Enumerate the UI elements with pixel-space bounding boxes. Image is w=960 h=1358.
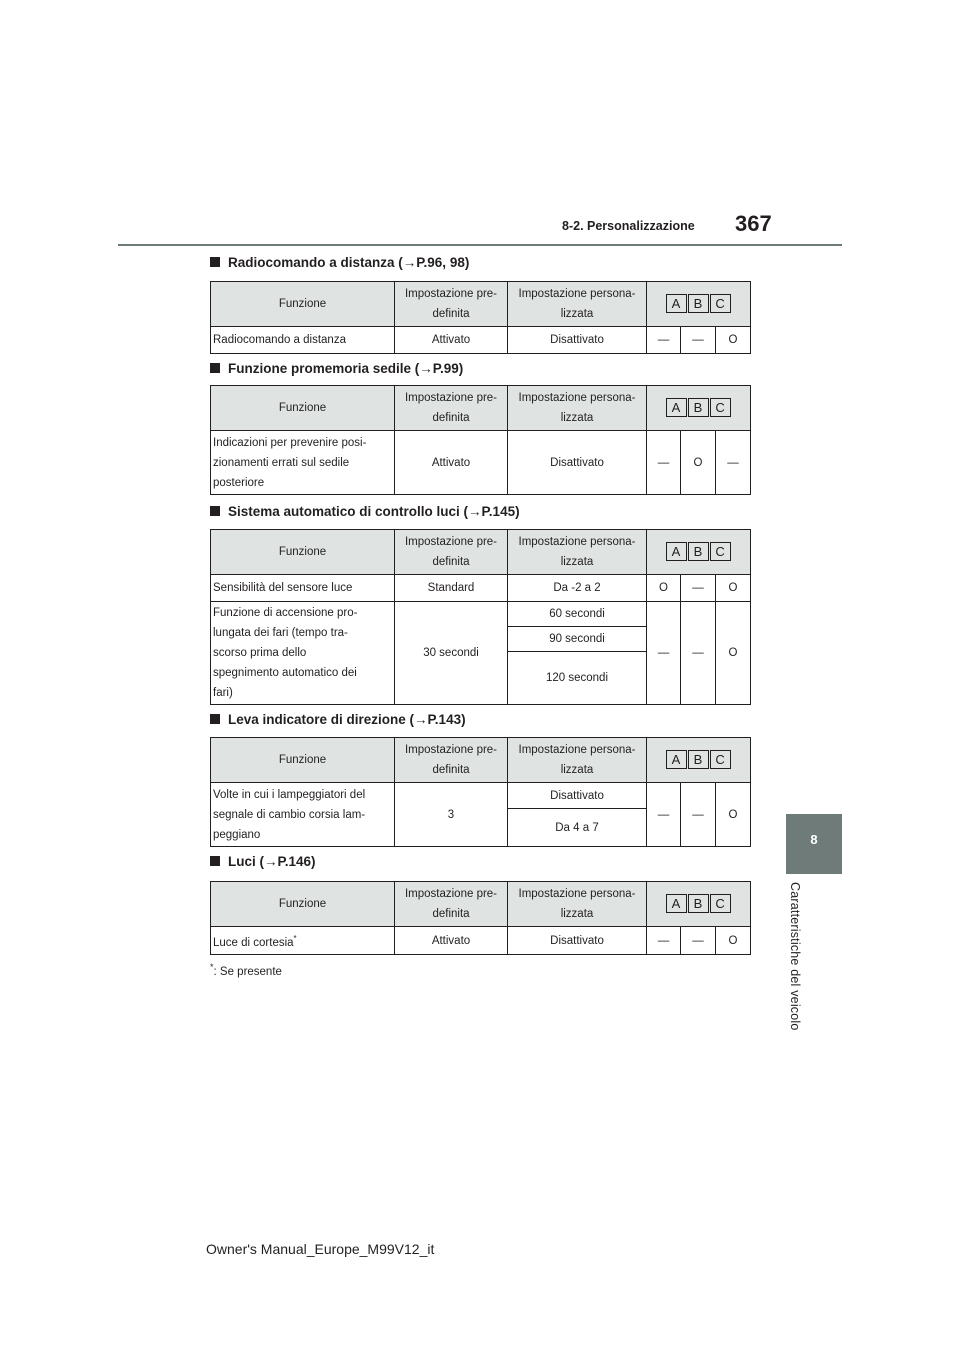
- table-seat-reminder: [210, 385, 751, 495]
- col-header-function: Funzione: [211, 738, 395, 783]
- bullet-square-icon: [210, 714, 220, 724]
- bullet-square-icon: [210, 257, 220, 267]
- table-row: 120 secondi: [211, 652, 751, 705]
- table-row: Luce di cortesia* Attivato Disattivato — — O: [211, 927, 751, 955]
- col-header-default: Impostazione pre- definita: [395, 530, 508, 575]
- footnote: *: Se presente: [210, 962, 282, 978]
- col-header-custom: Impostazione persona- lizzata: [508, 738, 647, 783]
- col-header-abc: A B C: [647, 282, 751, 327]
- bullet-square-icon: [210, 363, 220, 373]
- header-rule: [118, 244, 842, 246]
- bullet-square-icon: [210, 856, 220, 866]
- table-row: Funzione di accensione pro- lungata dei fari (tempo tra- scorso prima dello spegnimento automatico dei fari) 30 secondi 60 secondi — — O: [211, 602, 751, 627]
- section-title-auto-lights: Sistema automatico di controllo luci (→P.145): [210, 504, 520, 519]
- col-header-function: Funzione: [211, 882, 395, 927]
- col-header-default: Impostazione pre- definita: [395, 386, 508, 431]
- col-header-function: Funzione: [211, 282, 395, 327]
- footer-manual-id: Owner's Manual_Europe_M99V12_it: [206, 1241, 435, 1257]
- col-header-custom: Impostazione persona- lizzata: [508, 386, 647, 431]
- table-turn-signal: [210, 737, 751, 847]
- table-row: Da 4 a 7: [211, 809, 751, 847]
- table-row: 90 secondi: [211, 627, 751, 652]
- col-header-custom: Impostazione persona- lizzata: [508, 282, 647, 327]
- table-row: Indicazioni per prevenire posi- zionamenti errati sul sedile posteriore Attivato Disattivato — O —: [211, 431, 751, 495]
- section-title-turn-signal: Leva indicatore di direzione (→P.143): [210, 712, 466, 727]
- bullet-square-icon: [210, 506, 220, 516]
- section-title-lights: Luci (→P.146): [210, 854, 316, 869]
- table-row: Volte in cui i lampeggiatori del segnale di cambio corsia lam- peggiano 3 Disattivato — — O: [211, 783, 751, 809]
- table-remote: [210, 281, 751, 354]
- col-header-custom: Impostazione persona- lizzata: [508, 882, 647, 927]
- chapter-label: Caratteristiche del veicolo: [788, 882, 802, 1031]
- col-header-abc: A B C: [647, 530, 751, 575]
- col-header-default: Impostazione pre- definita: [395, 282, 508, 327]
- section-title-remote: Radiocomando a distanza (→P.96, 98): [210, 255, 469, 270]
- page-number: 367: [735, 211, 772, 236]
- col-header-function: Funzione: [211, 530, 395, 575]
- col-header-function: Funzione: [211, 386, 395, 431]
- table-row: Sensibilità del sensore luce Standard Da -2 a 2 O — O: [211, 575, 751, 602]
- section-header: 8-2. Personalizzazione: [562, 219, 695, 233]
- table-row: Radiocomando a distanza Attivato Disattivato — — O: [211, 327, 751, 354]
- chapter-number: 8: [810, 832, 818, 847]
- col-header-abc: A B C: [647, 738, 751, 783]
- col-header-abc: A B C: [647, 882, 751, 927]
- col-header-abc: A B C: [647, 386, 751, 431]
- col-header-default: Impostazione pre- definita: [395, 882, 508, 927]
- table-lights: [210, 881, 751, 955]
- col-header-default: Impostazione pre- definita: [395, 738, 508, 783]
- col-header-custom: Impostazione persona- lizzata: [508, 530, 647, 575]
- section-title-seat-reminder: Funzione promemoria sedile (→P.99): [210, 361, 463, 376]
- table-auto-lights: [210, 529, 751, 705]
